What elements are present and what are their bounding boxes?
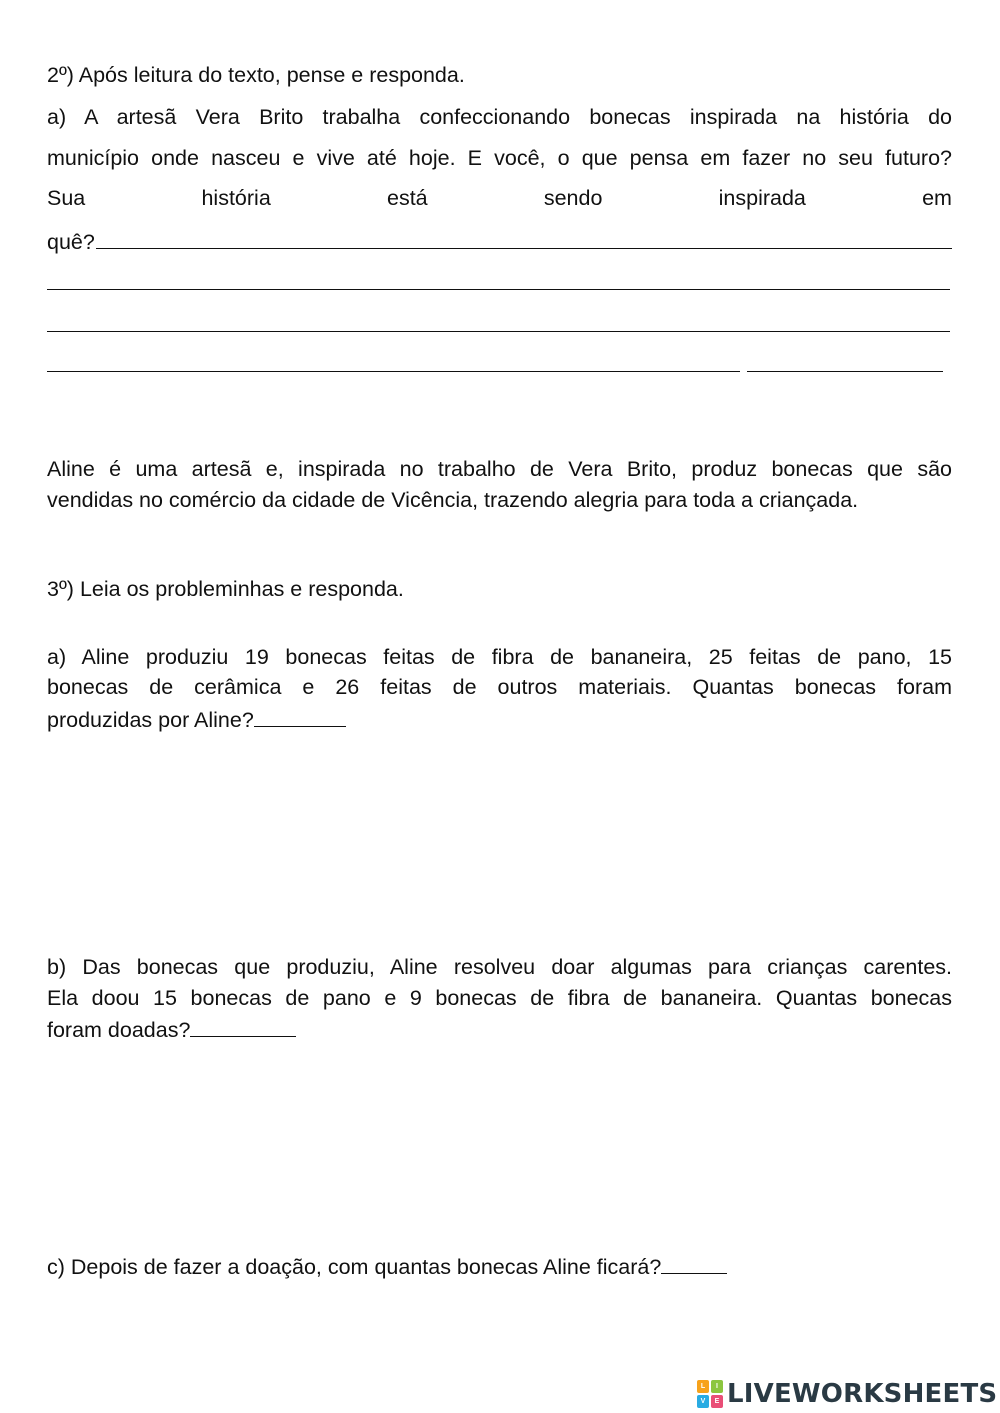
q2-a-word: está: [386, 186, 428, 210]
q3-a-line1-text: a) Aline produziu 19 bonecas feitas de fibra de bananeira, 25 feitas de pano, 15: [47, 645, 952, 669]
q2-a-word: sendo: [543, 186, 603, 210]
answer-line[interactable]: [47, 331, 950, 332]
answer-blank[interactable]: [96, 228, 952, 249]
q3-a-line3-text: produzidas por Aline?: [47, 708, 254, 732]
answer-blank-a[interactable]: [254, 706, 346, 727]
logo-letter: E: [711, 1395, 723, 1408]
answer-blank-b[interactable]: [190, 1016, 296, 1037]
q3-b-line3-text: foram doadas?: [47, 1018, 191, 1042]
q3-b-line3: [47, 1016, 952, 1043]
q3-title: 3º) Leia os probleminhas e responda.: [47, 577, 404, 601]
q3-b-line2-text: Ela doou 15 bonecas de pano e 9 bonecas de fibra de bananeira. Quantas bonecas: [47, 986, 952, 1010]
liveworksheets-watermark: [697, 1377, 997, 1411]
q3-a-line3: [47, 706, 952, 733]
q3-c-line1-text: c) Depois de fazer a doação, com quantas bonecas Aline ficará?: [47, 1255, 662, 1279]
q2-a-line4: [47, 228, 952, 255]
answer-blank-c[interactable]: [661, 1253, 727, 1274]
q2-title: 2º) Após leitura do texto, pense e responda.: [47, 63, 465, 87]
q2-a-line2: [47, 145, 952, 171]
q2-a-word: Sua: [47, 186, 86, 210]
context-line1-text: Aline é uma artesã e, inspirada no trabalho de Vera Brito, produz bonecas que são: [47, 457, 952, 481]
answer-line[interactable]: [47, 371, 740, 372]
q2-a-word: história: [201, 186, 271, 210]
q2-a-line4-text: quê?: [47, 230, 95, 254]
answer-line[interactable]: [747, 371, 943, 372]
watermark-text: LIVEWORKSHEETS: [727, 1379, 998, 1409]
liveworksheets-logo-icon: [697, 1380, 723, 1408]
q3-b-line1-text: b) Das bonecas que produziu, Aline resolveu doar algumas para crianças carentes.: [47, 955, 952, 979]
context-line1: [47, 456, 952, 482]
q2-a-line1: [47, 104, 952, 130]
q2-a-line1-text: a) A artesã Vera Brito trabalha confeccionando bonecas inspirada na história do: [47, 105, 952, 129]
answer-line[interactable]: [47, 289, 950, 290]
q3-a-line2: [47, 674, 952, 700]
context-line2: vendidas no comércio da cidade de Vicência, trazendo alegria para toda a criançada.: [47, 488, 859, 512]
logo-letter: I: [711, 1380, 723, 1393]
q3-a-line1: [47, 644, 952, 670]
logo-letter: V: [697, 1395, 709, 1408]
q2-a-word: em: [922, 186, 952, 210]
q3-b-line1: [47, 954, 952, 980]
q3-a-line2-text: bonecas de cerâmica e 26 feitas de outros materiais. Quantas bonecas foram: [47, 675, 952, 699]
q3-b-line2: [47, 985, 952, 1011]
q2-a-line2-text: município onde nasceu e vive até hoje. E você, o que pensa em fazer no seu futuro?: [47, 146, 952, 170]
logo-letter: L: [697, 1380, 709, 1393]
q2-a-word: inspirada: [718, 186, 806, 210]
q3-c-line1: [47, 1253, 952, 1280]
q2-a-line3: [47, 185, 952, 211]
